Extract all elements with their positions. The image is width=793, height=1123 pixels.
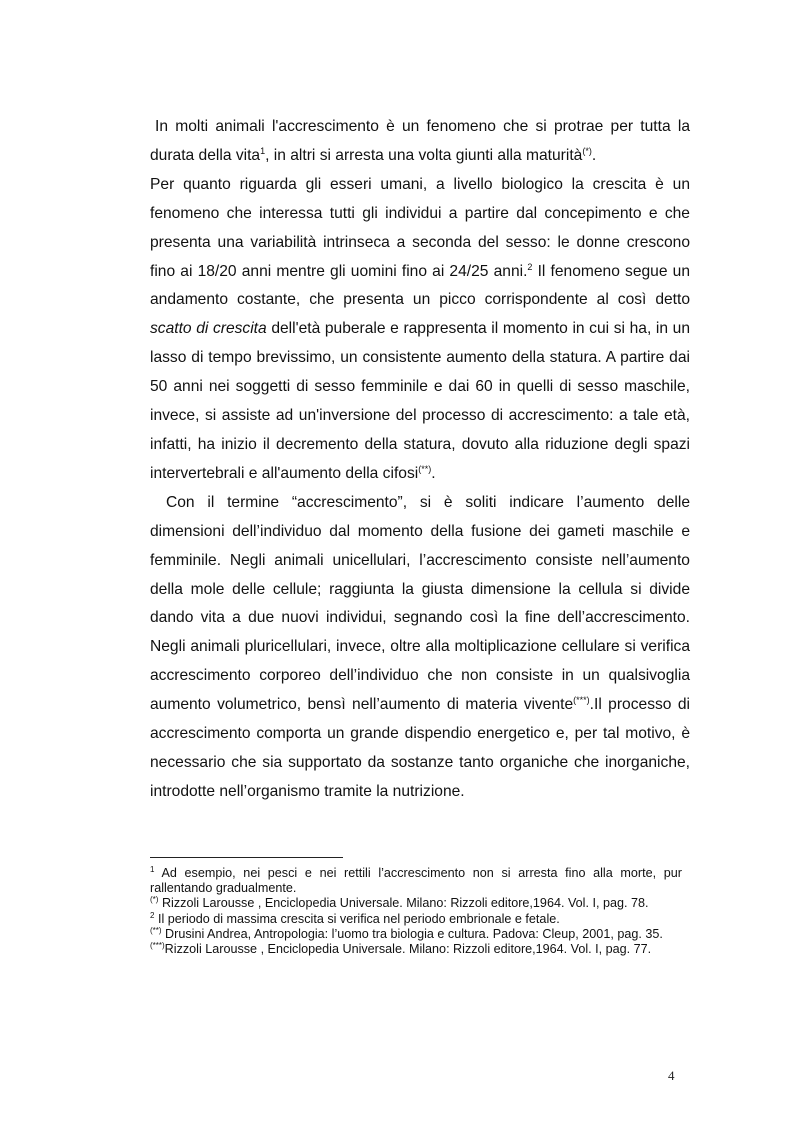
paragraph-2-text-cont2: dell'età puberale e rappresenta il momento in cui si ha, in un lasso di tempo brevissimo, un consistente aumento della statura. A partire dai 50 anni nei soggetti di sesso femminile e dai 60 in quelli di sesso maschile, invece, si assiste ad un'inversione del processo di accrescimento: a tale età, infatti, ha inizio il decremento della statura, dovuto alla riduzione degli spazi intervertebrali e all'aumento della cifosi bbox=[150, 320, 690, 482]
footnote-triple-star bbox=[150, 942, 682, 957]
paragraph-2-text: Per quanto riguarda gli esseri umani, a livello biologico la crescita è un fenomeno che interessa tutti gli individui a partire dal concepimento e che presenta una variabilità intrinseca a seconda del sesso: le donne crescono fino ai 18/20 anni mentre gli uomini fino ai 24/25 anni. bbox=[150, 175, 690, 280]
footnote-mark: 1 bbox=[150, 864, 155, 874]
footnote-1 bbox=[150, 866, 682, 896]
footnote-ref-star: (*) bbox=[582, 145, 592, 156]
paragraph-3-text: Con il termine “accrescimento”, si è soliti indicare l’aumento delle dimensioni dell’individuo dal momento della fusione dei gameti maschile e femminile. Negli animali unicellulari, l’accrescimento consiste nell’aumento della mole delle cellule; raggiunta la giusta dimensione la cellula si divide dando vita a due nuovi individui, segnando così la fine dell’accrescimento. Negli animali pluricellulari, invece, oltre alla moltiplicazione cellulare si verifica accrescimento corporeo dell’individuo che non consiste in un qualsivoglia aumento volumetrico, bensì nell’aumento di materia vivente bbox=[150, 493, 690, 714]
page-number: 4 bbox=[668, 1068, 675, 1083]
footnote-ref-double-star: (**) bbox=[418, 463, 432, 474]
footnote-text: Il periodo di massima crescita si verifica nel periodo embrionale e fetale. bbox=[154, 911, 560, 926]
paragraph-2-end: . bbox=[431, 464, 436, 482]
footnote-2 bbox=[150, 912, 682, 927]
footnote-separator bbox=[150, 857, 343, 858]
italic-term: scatto di crescita bbox=[150, 320, 267, 338]
paragraph-1-end: . bbox=[591, 146, 597, 164]
paragraph-3 bbox=[150, 489, 690, 807]
paragraph-2-text-cont: Il fenomeno segue un andamento costante, che presenta un picco corrispondente al così detto bbox=[150, 262, 690, 309]
footnote-double-star bbox=[150, 927, 682, 942]
paragraph-2 bbox=[150, 171, 690, 489]
footnote-ref-2: 2 bbox=[527, 261, 533, 272]
footnote-ref-triple-star: (***) bbox=[573, 694, 590, 705]
footnote-mark: (*) bbox=[150, 895, 159, 905]
paragraph-1-text: In molti animali l'accrescimento è un fenomeno che si protrae per tutta la durata della vita bbox=[150, 118, 690, 164]
paragraph-1 bbox=[150, 113, 690, 171]
footnotes bbox=[150, 866, 682, 957]
footnote-star bbox=[150, 896, 682, 911]
paragraph-1-text-cont: , in altri si arresta una volta giunti alla maturità bbox=[265, 146, 583, 164]
footnote-text: Rizzoli Larousse , Enciclopedia Universale. Milano: Rizzoli editore,1964. Vol. I, pag. 78. bbox=[158, 896, 649, 911]
footnote-text: Ad esempio, nei pesci e nei rettili l’accrescimento non si arresta fino alla morte, pur rallentando gradualmente. bbox=[150, 866, 682, 896]
footnote-ref-1: 1 bbox=[260, 145, 266, 156]
footnote-mark: (***) bbox=[150, 940, 165, 950]
footnote-mark: (**) bbox=[150, 925, 162, 935]
footnote-mark: 2 bbox=[150, 910, 155, 920]
body-text bbox=[150, 113, 690, 807]
footnote-text: Rizzoli Larousse , Enciclopedia Universale. Milano: Rizzoli editore,1964. Vol. I, pag. 77. bbox=[164, 942, 652, 957]
footnote-text: Drusini Andrea, Antropologia: l’uomo tra biologia e cultura. Padova: Cleup, 2001, pag. 35. bbox=[161, 926, 663, 941]
paragraph-3-text-cont: .Il processo di accrescimento comporta un grande dispendio energetico e, per tal motivo, è necessario che sia supportato da sostanze tanto organiche che inorganiche, introdotte nell’organismo tramite la nutrizione. bbox=[150, 696, 690, 800]
